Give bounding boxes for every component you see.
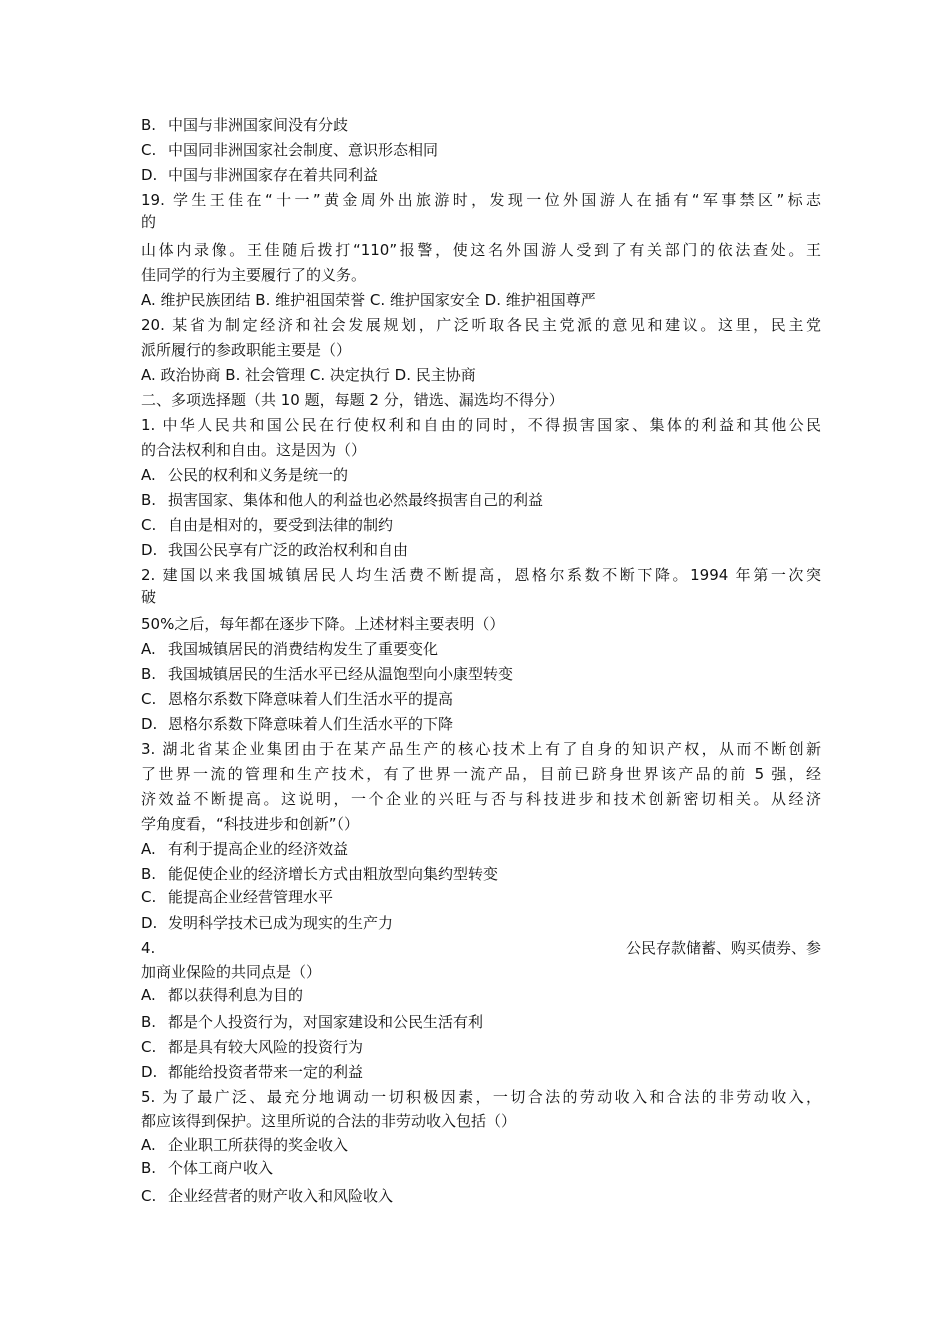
question-19-options: A. 维护民族团结 B. 维护祖国荣誉 C. 维护国家安全 D. 维护祖国尊严 bbox=[141, 291, 596, 309]
option-b: B. 我国城镇居民的生活水平已经从温饱型向小康型转变 bbox=[141, 665, 514, 683]
question-19-text: 19. 学生王佳在“十一”黄金周外出旅游时，发现一位外国游人在插有“军事禁区”标志 bbox=[141, 191, 821, 209]
question-1-text: 的合法权利和自由。这是因为（） bbox=[141, 441, 367, 459]
question-2-text: 破 bbox=[141, 588, 157, 606]
question-4-text: 加商业保险的共同点是（） bbox=[141, 963, 322, 981]
option-c: C. 都是具有较大风险的投资行为 bbox=[141, 1038, 364, 1056]
option-a: A. 企业职工所获得的奖金收入 bbox=[141, 1136, 349, 1154]
option-a: A. 我国城镇居民的消费结构发生了重要变化 bbox=[141, 640, 439, 658]
option-d: D. 都能给投资者带来一定的利益 bbox=[141, 1063, 364, 1081]
question-2-text: 2. 建国以来我国城镇居民人均生活费不断提高，恩格尔系数不断下降。1994 年第一次突 bbox=[141, 566, 821, 584]
option-c: C. 恩格尔系数下降意味着人们生活水平的提高 bbox=[141, 690, 454, 708]
question-5-text: 都应该得到保护。这里所说的合法的非劳动收入包括（） bbox=[141, 1112, 517, 1130]
question-3-text: 济效益不断提高。这说明，一个企业的兴旺与否与科技进步和技术创新密切相关。从经济 bbox=[141, 790, 821, 808]
question-4-number: 4. bbox=[141, 939, 156, 957]
question-3-text: 学角度看，“科技进步和创新”（） bbox=[141, 815, 360, 833]
option-d: D. 中国与非洲国家存在着共同利益 bbox=[141, 166, 379, 184]
option-c: C. 能提高企业经营管理水平 bbox=[141, 888, 334, 906]
option-c: C. 自由是相对的，要受到法律的制约 bbox=[141, 516, 394, 534]
option-b: B. 中国与非洲国家间没有分歧 bbox=[141, 116, 349, 134]
question-20-options: A. 政治协商 B. 社会管理 C. 决定执行 D. 民主协商 bbox=[141, 366, 476, 384]
question-20-text: 20. 某省为制定经济和社会发展规划，广泛听取各民主党派的意见和建议。这里，民主党 bbox=[141, 316, 821, 334]
question-2-text: 50%之后，每年都在逐步下降。上述材料主要表明（） bbox=[141, 615, 505, 633]
section-heading: 二、多项选择题（共 10 题，每题 2 分，错选、漏选均不得分） bbox=[141, 391, 564, 409]
option-a: A. 有利于提高企业的经济效益 bbox=[141, 840, 349, 858]
question-19-text: 佳同学的行为主要履行了的义务。 bbox=[141, 266, 367, 284]
question-20-text: 派所履行的参政职能主要是（） bbox=[141, 341, 352, 359]
option-c: C. 中国同非洲国家社会制度、意识形态相同 bbox=[141, 141, 439, 159]
question-19-text: 山体内录像。王佳随后拨打“110”报警，使这名外国游人受到了有关部门的依法查处。王 bbox=[141, 241, 821, 259]
option-a: A. 都以获得利息为目的 bbox=[141, 986, 304, 1004]
option-d: D. 发明科学技术已成为现实的生产力 bbox=[141, 914, 394, 932]
option-c: C. 企业经营者的财产收入和风险收入 bbox=[141, 1187, 394, 1205]
question-1-text: 1. 中华人民共和国公民在行使权利和自由的同时，不得损害国家、集体的利益和其他公民 bbox=[141, 416, 821, 434]
question-3-text: 了世界一流的管理和生产技术，有了世界一流产品，目前已跻身世界该产品的前 5 强，经 bbox=[141, 765, 821, 783]
question-3-text: 3. 湖北省某企业集团由于在某产品生产的核心技术上有了自身的知识产权，从而不断创新 bbox=[141, 740, 821, 758]
option-b: B. 能促使企业的经济增长方式由粗放型向集约型转变 bbox=[141, 865, 499, 883]
option-b: B. 损害国家、集体和他人的利益也必然最终损害自己的利益 bbox=[141, 491, 544, 509]
question-4-text: 公民存款储蓄、购买债券、参 bbox=[625, 939, 821, 957]
option-b: B. 个体工商户收入 bbox=[141, 1159, 274, 1177]
option-b: B. 都是个人投资行为，对国家建设和公民生活有利 bbox=[141, 1013, 484, 1031]
question-5-text: 5. 为了最广泛、最充分地调动一切积极因素，一切合法的劳动收入和合法的非劳动收入， bbox=[141, 1088, 821, 1106]
question-19-text: 的 bbox=[141, 213, 157, 231]
option-d: D. 我国公民享有广泛的政治权利和自由 bbox=[141, 541, 409, 559]
option-a: A. 公民的权利和义务是统一的 bbox=[141, 466, 349, 484]
option-d: D. 恩格尔系数下降意味着人们生活水平的下降 bbox=[141, 715, 454, 733]
